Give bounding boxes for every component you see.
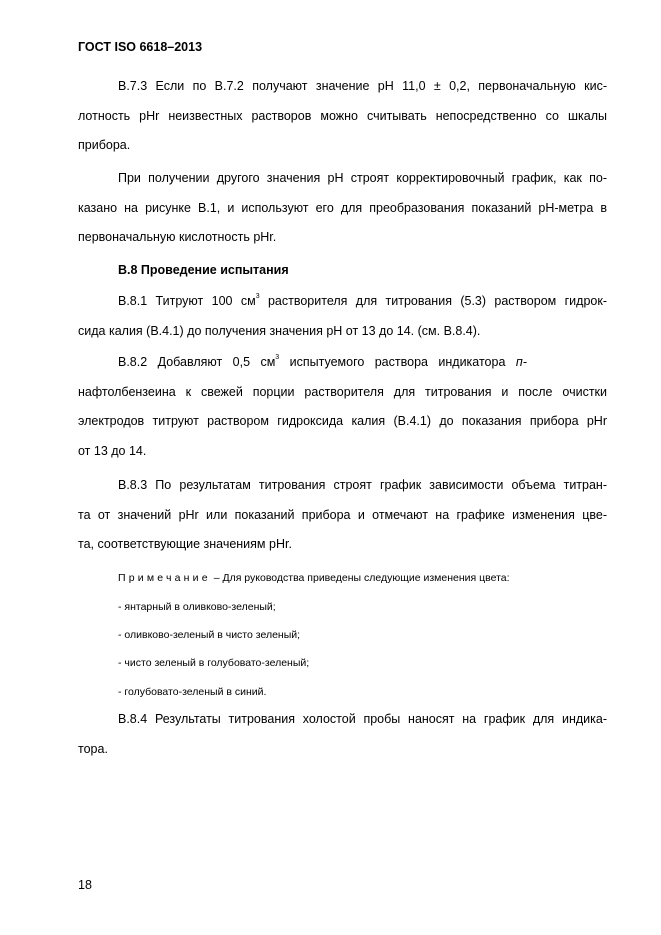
paragraph-b73 [78,72,607,161]
text-line: первоначальную кислотность pHr. [78,230,277,245]
note-list-item: - голубовато-зеленый в синий. [118,686,267,698]
superscript: 3 [275,354,280,361]
text-run: растворителя для титрования (5.3) раствором гидрок- [259,294,607,308]
paragraph-b84 [78,705,607,764]
section-heading-text: В.8 Проведение испытания [118,263,289,277]
superscript: 3 [255,293,260,300]
note-list-item: - янтарный в оливково-зеленый; [118,601,276,613]
note-line [118,571,510,585]
note-text: – Для руководства приведены следующие изменения цвета: [210,572,510,584]
text-line: В.8.3 По результатам титрования строят график зависимости объема титран- [118,478,607,492]
section-heading-b8 [78,256,607,286]
text-line: сида калия (В.4.1) до получения значения pH от 13 до 14. (см. В.8.4). [78,323,481,338]
text-line [78,287,607,317]
text-line: При получении другого значения pH строят корректировочный график, как по- [118,171,607,185]
text-run: испытуемого раствора индикатора [279,355,516,369]
text-line [78,348,607,378]
note-label: Примечание [118,572,211,584]
paragraph-b83 [78,471,607,560]
note-list-item: - оливково-зеленый в чисто зеленый; [118,629,301,641]
text-line: та, соответствующие значениям pHr. [78,537,292,552]
text-line: электродов титруют раствором гидроксида калия (В.4.1) до показания прибора pHr [78,414,607,429]
text-line: прибора. [78,138,131,153]
text-line: от 13 до 14. [78,443,147,458]
paragraph-other-ph [78,164,607,253]
text-line: В.7.3 Если по В.7.2 получают значение pH 11,0 ± 0,2, первоначальную кис- [118,79,607,93]
document-header: ГОСТ ISO 6618–2013 [78,40,203,54]
text-line: В.8.4 Результаты титрования холостой пробы наносят на график для индика- [118,712,607,726]
text-run: В.8.1 Титруют 100 см [118,294,256,308]
text-line: казано на рисунке В.1, и используют его для преобразования показаний pH-метра в [78,200,607,215]
text-line: нафтолбензеина к свежей порции растворителя для титрования и после очистки [78,384,607,399]
text-line: лотность pHr неизвестных растворов можно считывать непосредственно со шкалы [78,108,607,123]
paragraph-b82 [78,348,607,466]
note-list-item: - чисто зеленый в голубовато-зеленый; [118,657,310,669]
text-line: та от значений pHr или показаний прибора и отмечают на графике изменения цве- [78,507,607,522]
text-line: тора. [78,741,108,756]
page-number: 18 [78,878,92,892]
italic-text: п- [515,355,527,369]
text-run: В.8.2 Добавляют 0,5 см [118,355,276,369]
paragraph-b81 [78,287,607,346]
